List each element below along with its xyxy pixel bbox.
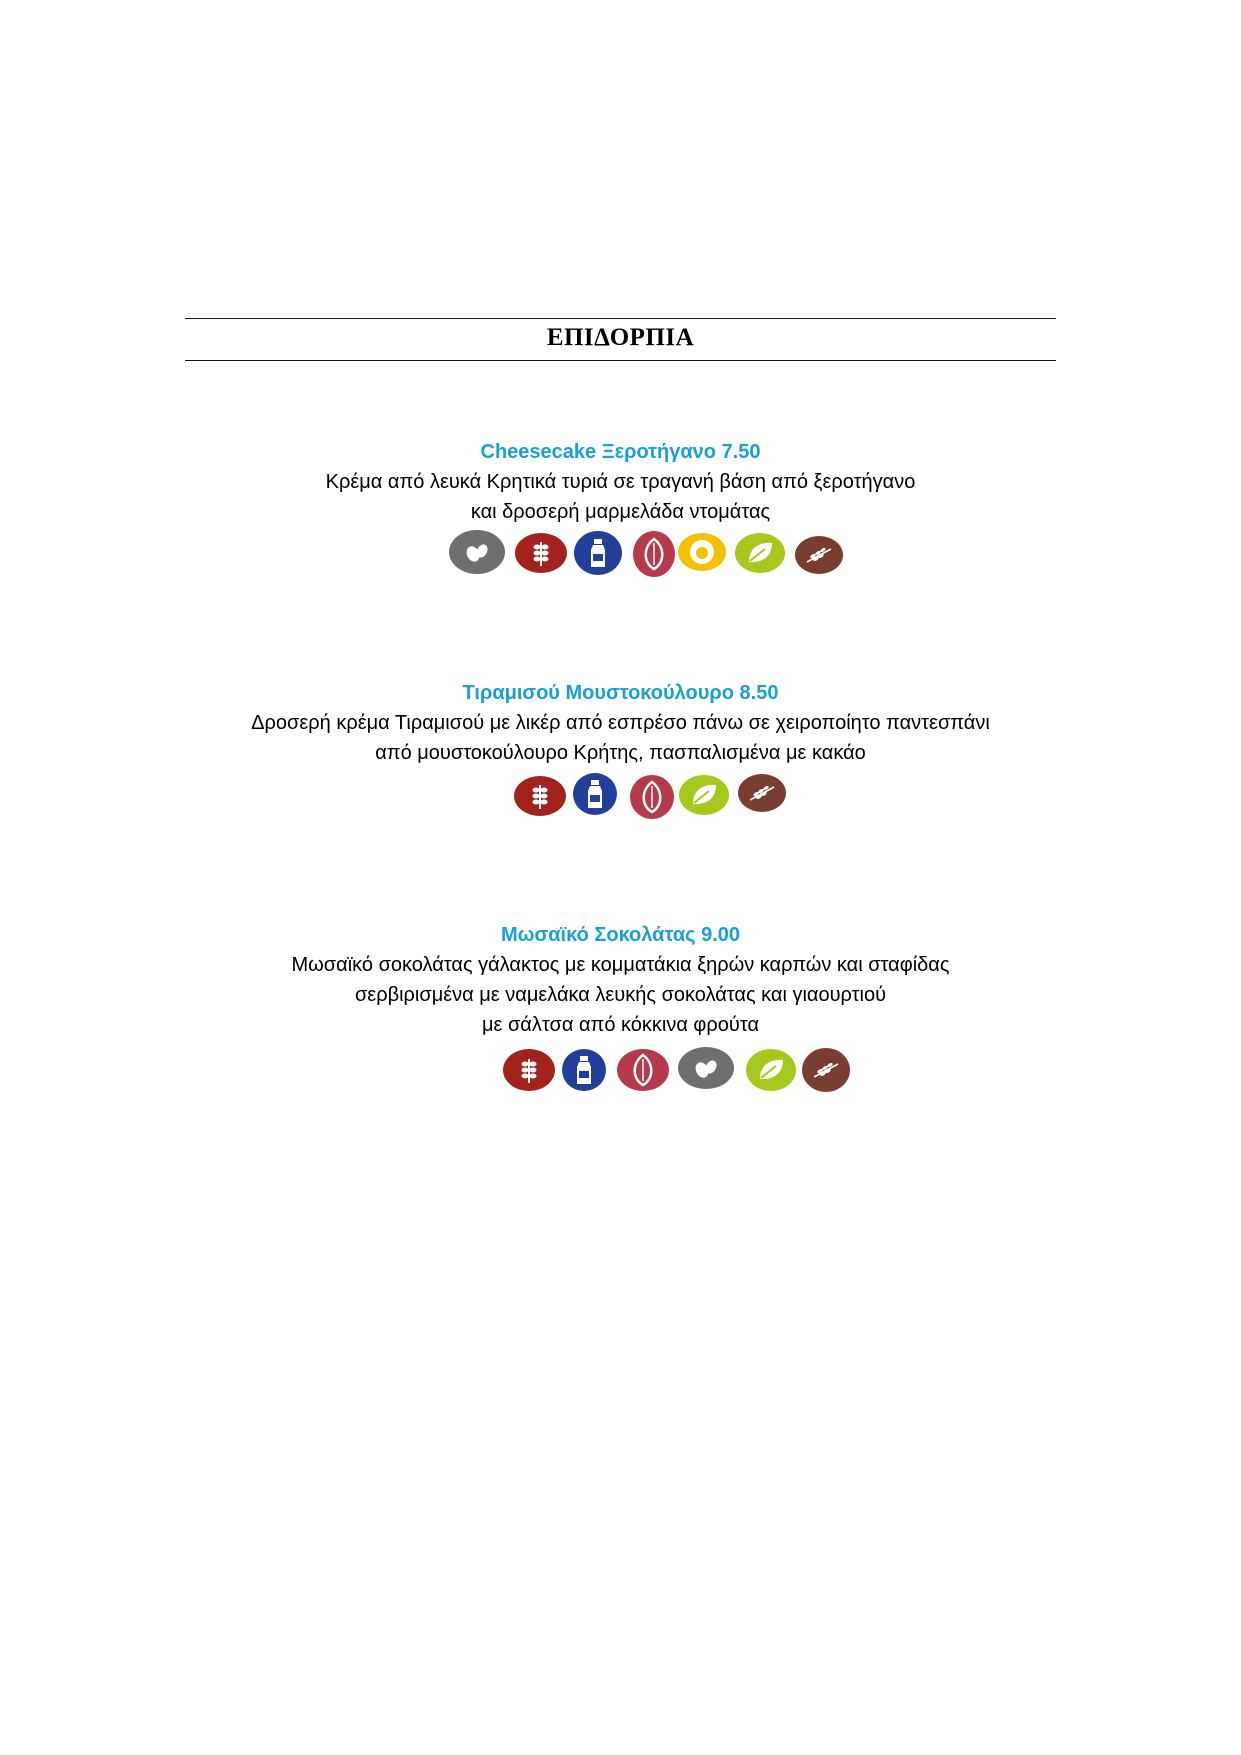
milk-icon [562, 1049, 606, 1091]
description-line: Δροσερή κρέμα Τιραμισού με λικέρ από εσπρέσο πάνω σε χειροποίητο παντεσπάνι [251, 712, 990, 734]
menu-item-description [100, 950, 1141, 1040]
menu-item-description [100, 708, 1141, 768]
section-rule-top [185, 318, 1056, 319]
vegetarian-icon [679, 775, 729, 815]
gluten-icon [503, 1049, 555, 1091]
menu-item-title: Μωσαϊκό Σοκολάτας 9.00 [501, 924, 740, 946]
menu-item-cheesecake [100, 437, 1141, 527]
menu-item-title: Cheesecake Ξεροτήγανο 7.50 [480, 441, 761, 463]
milk-icon [573, 773, 617, 815]
gluten-icon [515, 533, 567, 573]
gluten-icon [514, 776, 566, 816]
section-title: ΕΠΙΔΟΡΠΙΑ [546, 324, 695, 351]
allergen-icons-row [0, 772, 1241, 818]
sesame-icon [630, 775, 674, 819]
section-rule-bottom [185, 360, 1056, 361]
description-line: από μουστοκούλουρο Κρήτης, πασπαλισμένα με κακάο [375, 742, 866, 764]
menu-item-tiramisu [100, 678, 1141, 768]
milk-icon [574, 531, 622, 575]
description-line: Μωσαϊκό σοκολάτας γάλακτος με κομματάκια ξηρών καρπών και σταφίδας [291, 954, 950, 976]
nuts-icon [449, 530, 505, 574]
allergen-icons-row [0, 1043, 1241, 1089]
description-line: με σάλτσα από κόκκινα φρούτα [481, 1014, 760, 1036]
description-line: Κρέμα από λευκά Κρητικά τυριά σε τραγανή βάση από ξεροτήγανο [325, 471, 916, 493]
menu-item-description [100, 467, 1141, 527]
sulfites-icon [795, 536, 843, 574]
sesame-icon [633, 531, 675, 577]
sulfites-icon [738, 774, 786, 812]
allergen-icons-row [0, 530, 1241, 576]
vegetarian-icon [746, 1049, 796, 1091]
description-line: και δροσερή μαρμελάδα ντομάτας [470, 501, 771, 523]
egg-icon [678, 533, 726, 571]
nuts-icon [678, 1047, 734, 1089]
menu-item-mosaic [100, 920, 1141, 1040]
sesame-icon [617, 1049, 669, 1091]
sulfites-icon [802, 1048, 850, 1092]
vegetarian-icon [735, 533, 785, 573]
menu-item-title: Τιραμισού Μουστοκούλουρο 8.50 [462, 682, 779, 704]
description-line: σερβιρισμένα με ναμελάκα λευκής σοκολάτας και γιαουρτιού [354, 984, 887, 1006]
